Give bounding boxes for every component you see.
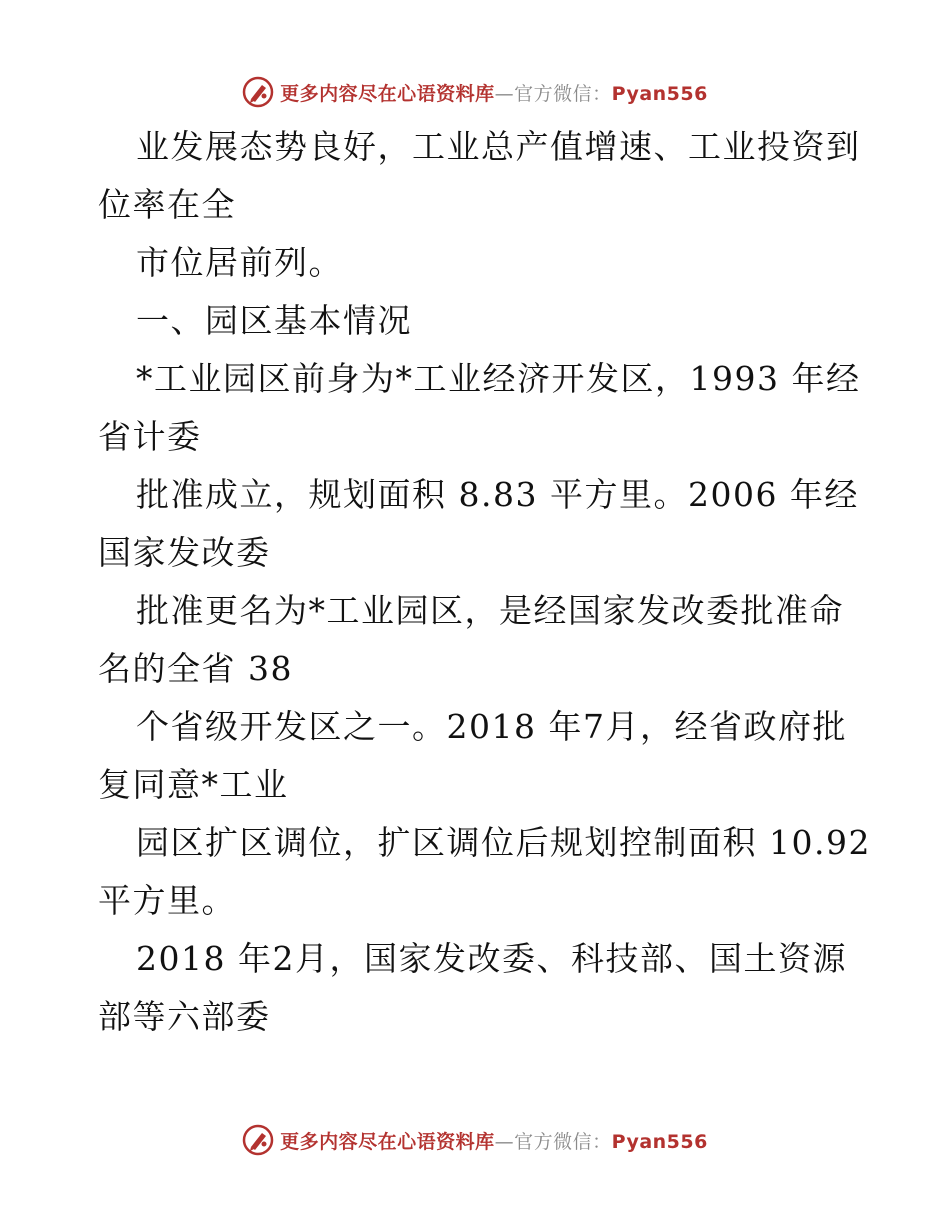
text-line: 位率在全 [98, 185, 236, 224]
text-line: 平方里。 [98, 881, 236, 920]
text-line: 一、园区基本情况 [136, 301, 412, 340]
text-line: 业发展态势良好，工业总产值增速、工业投资到 [136, 127, 861, 166]
text-line: 名的全省 38 [98, 649, 293, 688]
text-line: *工业园区前身为*工业经济开发区，1993 年经 [136, 359, 861, 398]
footer-banner [0, 1120, 950, 1160]
text-line: 2018 年2月，国家发改委、科技部、国土资源 [136, 939, 847, 978]
footer-banner-text: 更多内容尽在心语资料库—官方微信：Pyan556 [280, 1130, 708, 1153]
pen-logo-icon [242, 76, 274, 108]
text-line: 复同意*工业 [98, 765, 289, 804]
text-line: 园区扩区调位，扩区调位后规划控制面积 10.92 [136, 823, 871, 862]
header-banner-content [242, 76, 708, 108]
text-line: 个省级开发区之一。2018 年7月，经省政府批 [136, 707, 847, 746]
pen-logo-icon [242, 1124, 274, 1156]
footer-banner-content [242, 1124, 708, 1156]
header-banner [0, 72, 950, 112]
text-line: 批准成立，规划面积 8.83 平方里。2006 年经 [136, 475, 859, 514]
text-line: 部等六部委 [98, 997, 271, 1036]
text-line: 国家发改委 [98, 533, 271, 572]
header-banner-text: 更多内容尽在心语资料库—官方微信：Pyan556 [280, 82, 708, 105]
text-line: 市位居前列。 [136, 243, 343, 282]
document-body [98, 118, 871, 1046]
text-line: 批准更名为*工业园区，是经国家发改委批准命 [136, 591, 844, 630]
text-line: 省计委 [98, 417, 202, 456]
